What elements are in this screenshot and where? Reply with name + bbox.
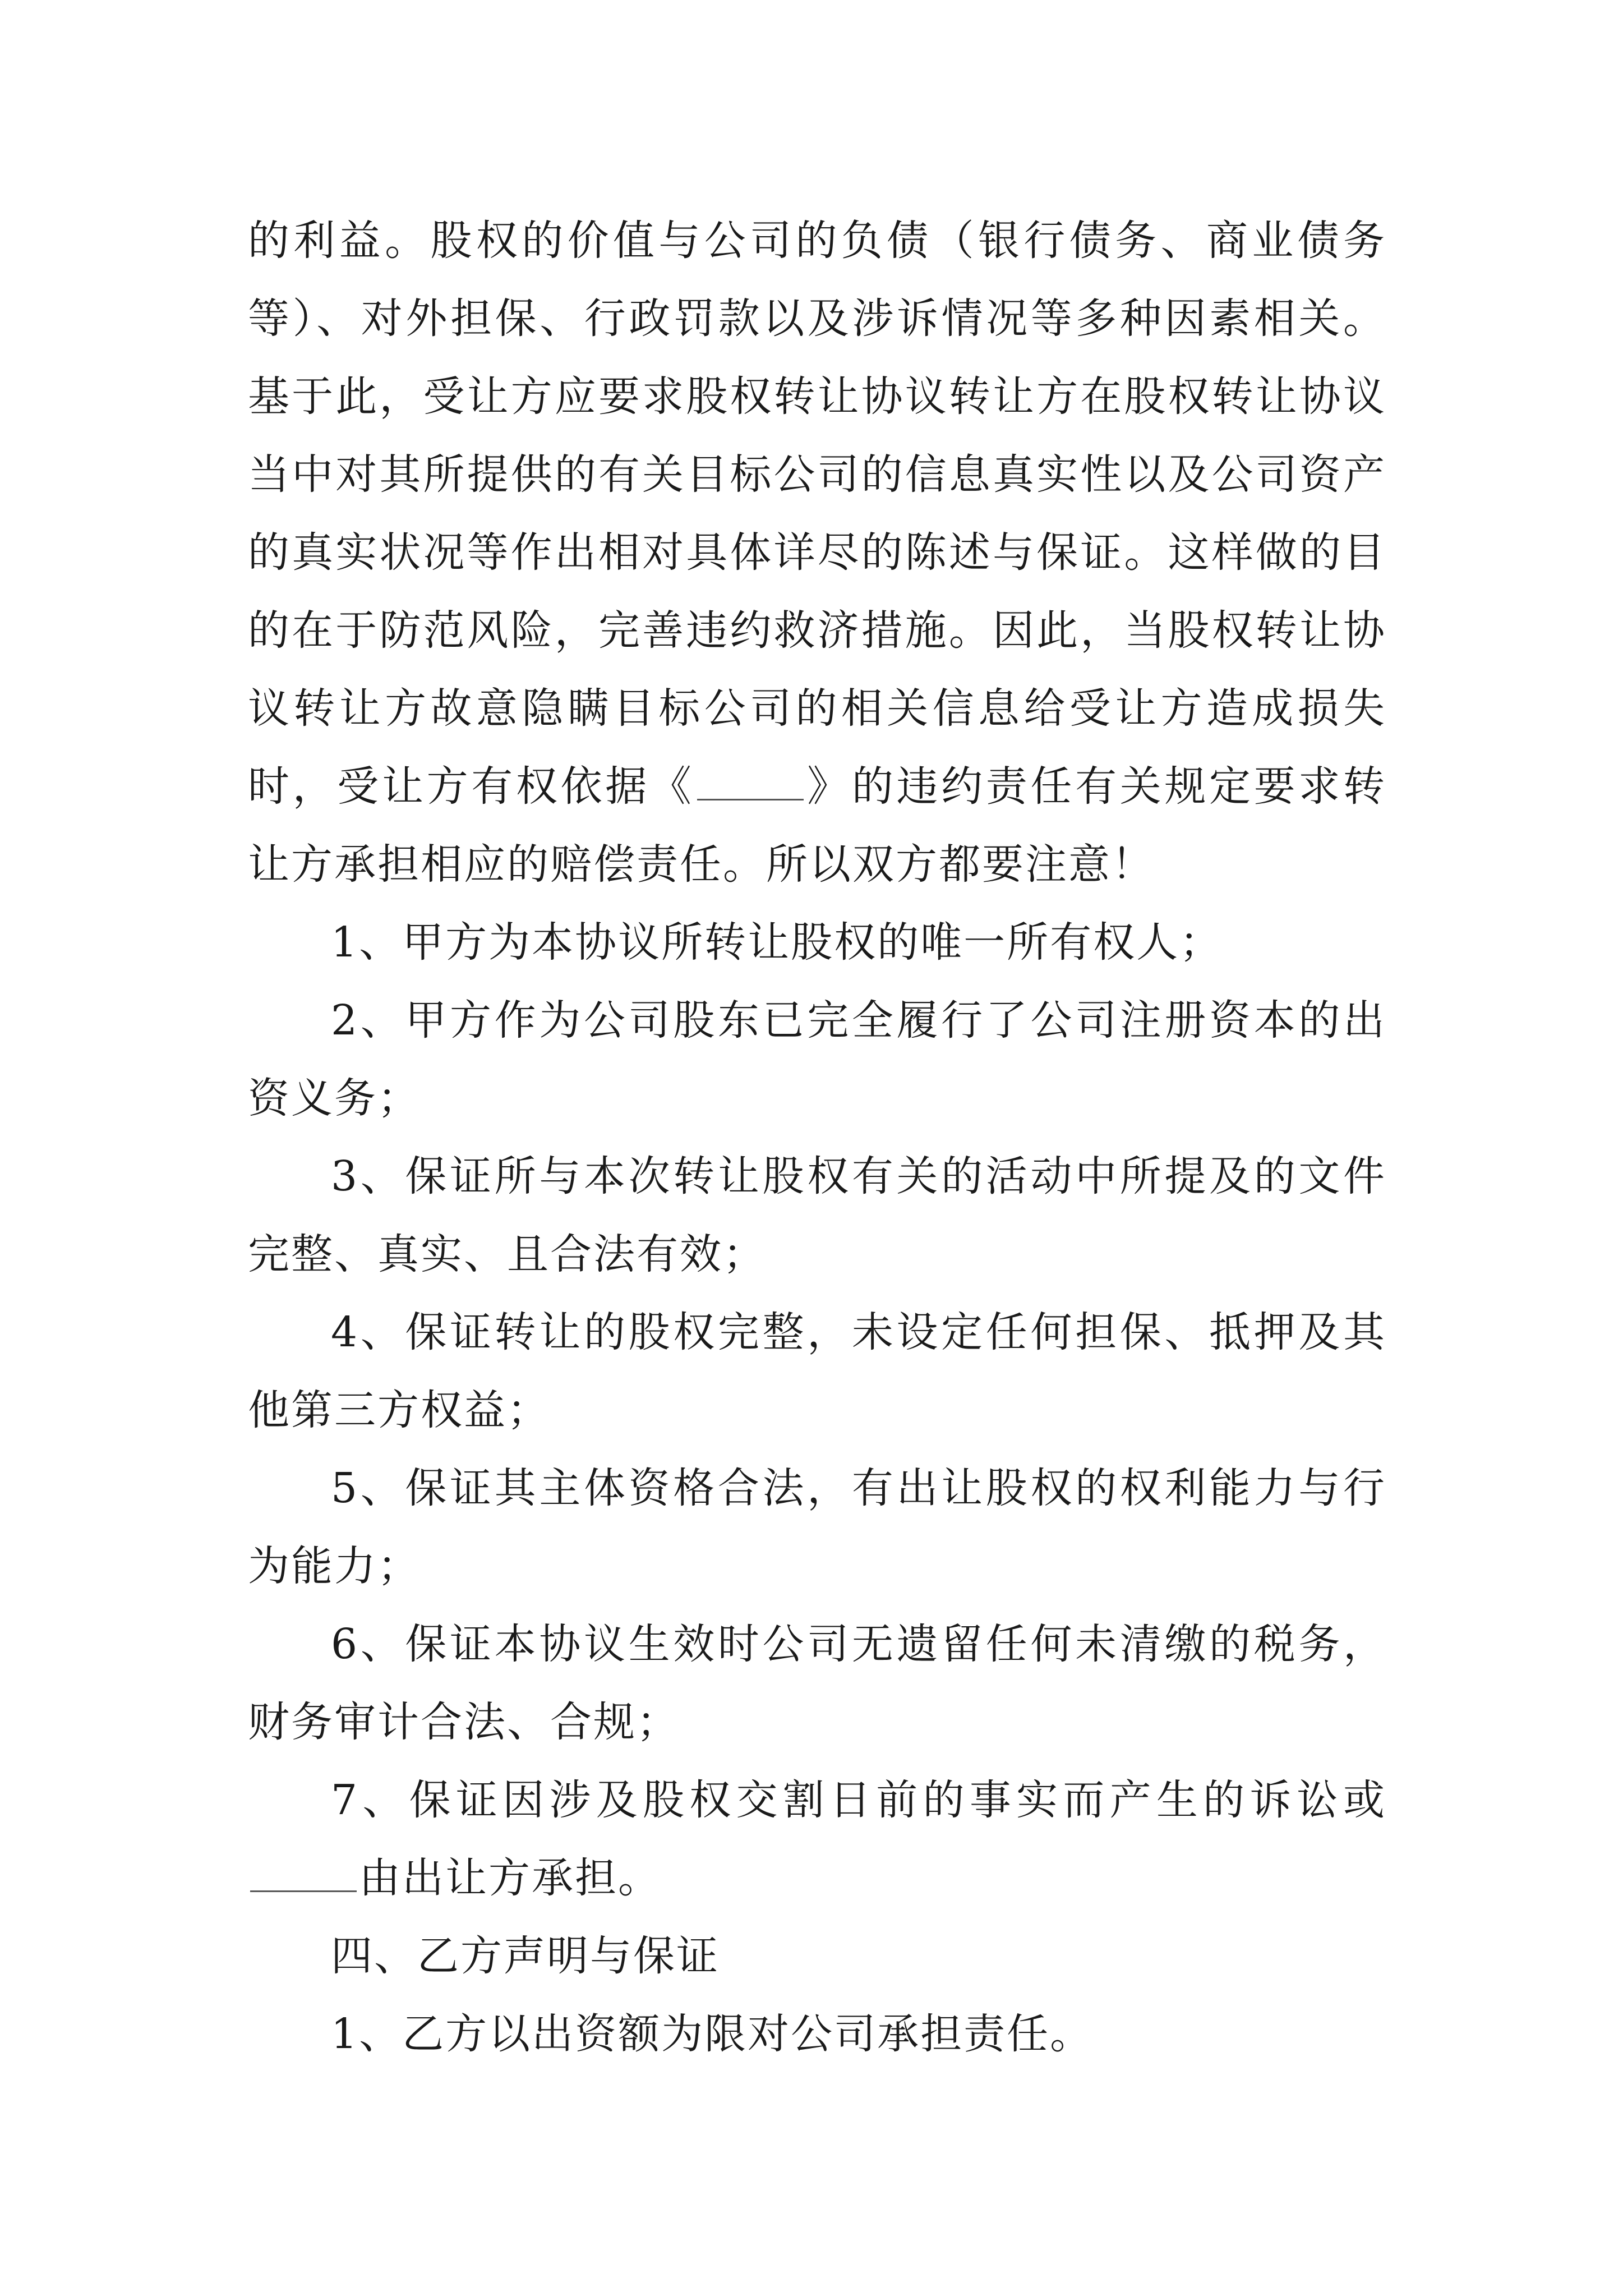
fill-in-blank bbox=[250, 1855, 357, 1892]
clause-7-text-after-blank: 由出让方承担。 bbox=[359, 1854, 661, 1902]
fill-in-blank bbox=[697, 763, 804, 800]
clause-7-text: 7、保证因涉及股权交割日前的事实而产生的诉讼或 bbox=[331, 1776, 1386, 1824]
clause-4: 4、保证转让的股权完整，未设定任何担保、抵押及其他第三方权益； bbox=[248, 1308, 1386, 1434]
clause-3: 3、保证所与本次转让股权有关的活动中所提及的文件完整、真实、且合法有效； bbox=[248, 1152, 1386, 1278]
section-clause-1: 1、乙方以出资额为限对公司承担责任。 bbox=[331, 2010, 1094, 2058]
intro-text-before-blank: 的利益。股权的价值与公司的负债（银行债务、商业债务等）、对外担保、行政罚款以及涉诉情况等多种因素相关。基于此，受让方应要求股权转让协议转让方在股权转让协议当中对其所提供的有关目标公司的信息真实性以及公司资产的真实状况等作出相对具体详尽的陈述与保证。这样做的目的在于防范风险，完善违约救济措施。因此，当股权转让协议转让方故意隐瞒目标公司的相关信息给受让方造成损失时，受让方有权依据《 bbox=[248, 217, 1386, 811]
clause-1: 1、甲方为本协议所转让股权的唯一所有权人； bbox=[331, 918, 1223, 967]
document-body bbox=[248, 202, 1386, 2073]
section-heading: 四、乙方声明与保证 bbox=[331, 1932, 720, 1980]
clause-5: 5、保证其主体资格合法，有出让股权的权利能力与行为能力； bbox=[248, 1464, 1386, 1590]
intro-text-after-blank: 》的违约责任有关规定要求转让方承担相应的赔偿责任。所以双方都要注意！ bbox=[248, 762, 1387, 889]
clause-7 bbox=[248, 1761, 1386, 1917]
clause-6: 6、保证本协议生效时公司无遗留任何未清缴的税务，财务审计合法、合规； bbox=[248, 1620, 1386, 1746]
clause-2: 2、甲方作为公司股东已完全履行了公司注册资本的出资义务； bbox=[248, 996, 1386, 1122]
intro-paragraph bbox=[248, 202, 1386, 904]
